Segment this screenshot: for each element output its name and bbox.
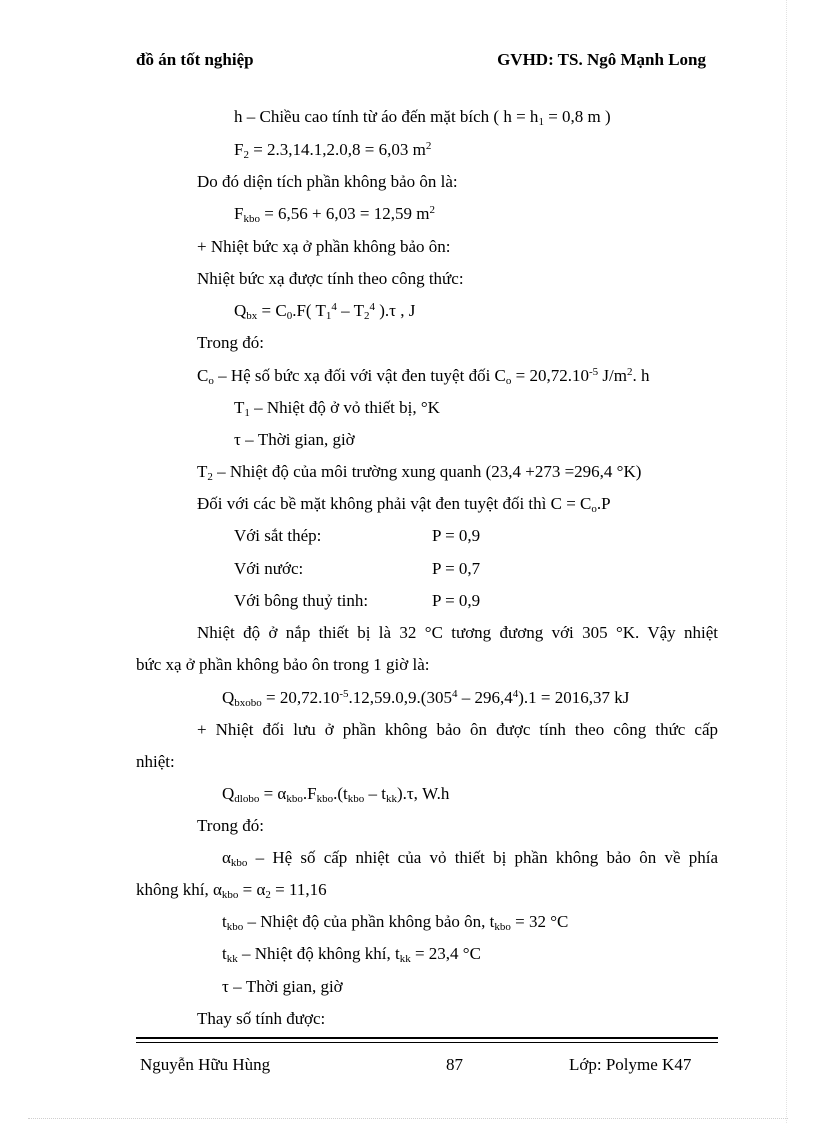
footer-author: Nguyễn Hữu Hùng [140, 1055, 271, 1074]
text-line: $T_2$ – Nhiệt độ của môi trường xung quanh (23,4 +273 =296,4 °K) [197, 462, 642, 483]
text-line: Thay số tính được: [197, 1009, 326, 1028]
material-row [234, 559, 303, 579]
text-line: + Nhiệt bức xạ ở phần không bảo ôn: [197, 237, 451, 256]
page-edge-dots [28, 1118, 788, 1119]
material-row [234, 526, 321, 546]
material-row [234, 591, 368, 611]
material-name: Với nước: [234, 559, 304, 578]
text-line: Do đó diện tích phần không bảo ôn là: [197, 172, 458, 191]
paragraph-line: bức xạ ở phần không bảo ôn trong 1 giờ là: [136, 655, 430, 674]
paragraph-line: nhiệt: [136, 752, 175, 771]
material-value: P = 0,9 [432, 526, 481, 545]
paragraph-line: $\alpha_{kbo}$ – Hệ số cấp nhiệt của vỏ thiết bị phần không bảo ôn về phía [222, 848, 718, 869]
material-name: Với bông thuỷ tinh: [234, 591, 369, 610]
text-line: τ – Thời gian, giờ [234, 430, 355, 449]
text-line: Nhiệt bức xạ được tính theo công thức: [197, 269, 464, 288]
material-value: P = 0,9 [432, 591, 481, 610]
formula-line: $Q_{bxobo} = 20,72.10^{-5}.12,59.0,9.(305^4 - 296,4^4).1 = 2016,37$ kJ [222, 688, 630, 709]
formula-line: $Q_{bx} = C_0.F$( $T_1^4 - T_2^4$ ).τ , J [234, 301, 416, 322]
text-line: $C_o$ – Hệ số bức xạ đối với vật đen tuyệt đối $C_o = 20,72.10^{-5}$ $J/m^2$. h [197, 366, 650, 387]
paragraph-line: Nhiệt độ ở nắp thiết bị là 32 °C tương đương với 305 °K. Vậy nhiệt [197, 623, 718, 642]
material-name: Với sắt thép: [234, 526, 322, 545]
header-title: đồ án tốt nghiệp [136, 50, 254, 69]
footer-rule-thick [136, 1037, 718, 1039]
text-line: Đối với các bề mặt không phải vật đen tuyệt đối thì $C = C_o.P$ [197, 494, 611, 515]
text-line: Trong đó: [197, 333, 264, 352]
formula-line: $F_2 = 2.3,14.1,2.0,8 = 6,03$ $m^2$ [234, 140, 432, 161]
header-supervisor: GVHD: TS. Ngô Mạnh Long [497, 50, 706, 69]
page-edge-dots-vertical [786, 0, 787, 1123]
page-number: 87 [446, 1055, 463, 1074]
paragraph-line: không khí, $\alpha_{kbo} = \alpha_2 = 11,16$ [136, 880, 327, 901]
formula-line: $F_{kbo} = 6,56 + 6,03 = 12,59$ $m^2$ [234, 204, 435, 225]
text-line: $t_{kbo}$ – Nhiệt độ của phần không bảo ôn, $t_{kbo} = 32$ °C [222, 912, 569, 933]
paragraph-line: + Nhiệt đối lưu ở phần không bảo ôn được tính theo công thức cấp [197, 720, 718, 739]
material-value: P = 0,7 [432, 559, 481, 578]
text-line: $t_{kk}$ – Nhiệt độ không khí, $t_{kk} = 23,4$ °C [222, 944, 481, 965]
formula-line: $Q_{dlobo} = \alpha_{kbo}.F_{kbo}.(t_{kbo} - t_{kk}).\tau$, W.h [222, 784, 450, 805]
text-line: τ – Thời gian, giờ [222, 977, 343, 996]
footer-rule-thin [136, 1042, 718, 1043]
footer-class: Lớp: Polyme K47 [569, 1055, 692, 1074]
text-line: Trong đó: [197, 816, 264, 835]
text-line: h – Chiều cao tính từ áo đến mặt bích ( $h = h_1 = 0,8$ m ) [234, 107, 611, 128]
text-line: $T_1$ – Nhiệt độ ở vỏ thiết bị, °K [234, 398, 440, 419]
